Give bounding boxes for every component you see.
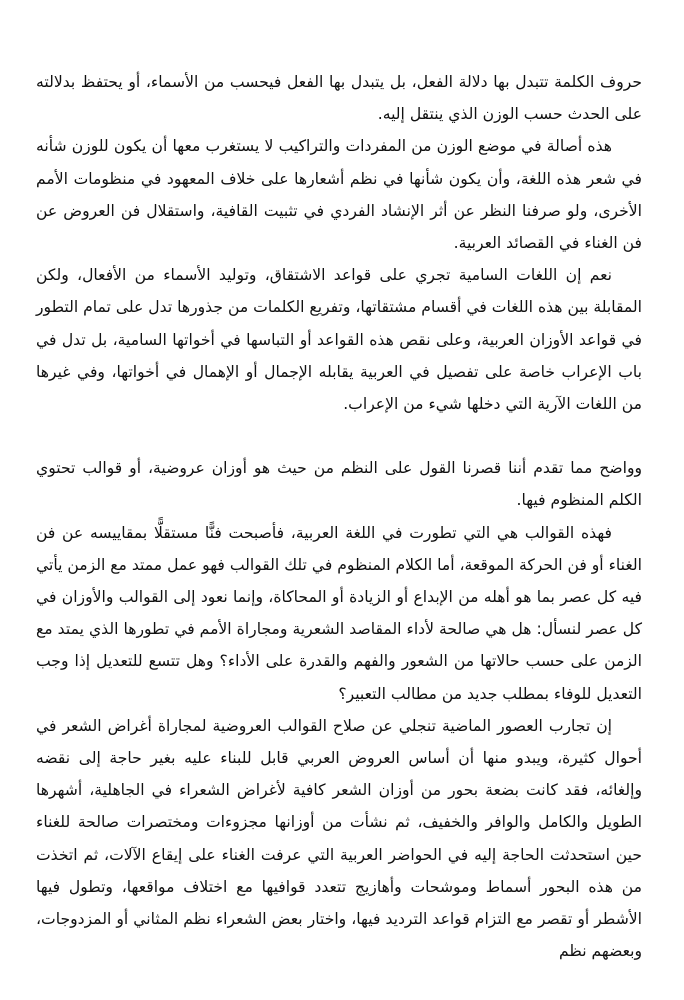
section-gap [36,420,642,452]
paragraph-weight-originality: هذه أصالة في موضع الوزن من المفردات والتراكيب لا يستغرب معها أن يكون للوزن شأنه في شعر هذه اللغة، وأن يكون شأنها في نظم أشعارها على خلاف المعهود في منظومات الأمم الأخرى، ولو صرفنا النظر عن أثر الإنشاد الفردي في تثبيت القافية، واستقلال فن العروض عن فن الغناء في القصائد العربية. [36,137,642,253]
paragraph-templates-evolution: فهذه القوالب هي التي تطورت في اللغة العربية، فأصبحت فنًّا مستقلًّا بمقاييسه عن فن الغناء أو فن الحركة الموقعة، أما الكلام المنظوم في تلك القوالب فهو عمل ممتد مع الزمن يأتي فيه كل عصر بما هو أهله من الإبداع أو الزيادة أو المحاكاة، وإنما نعود إلى القوالب والأوزان في كل عصر لنسأل: هل هي صالحة لأداء المقاصد الشعرية ومجاراة الأمم في تطورها الذي يمتد مع الزمن على حسب حالاتها من الشعور والفهم والقدرة على الأداء؟ وهل تتسع للتعديل إذا وجب التعديل للوفاء بمطلب جديد من مطالب التعبير؟ [36,523,642,703]
paragraph-semitic-languages: نعم إن اللغات السامية تجري على قواعد الاشتقاق، وتوليد الأسماء من الأفعال، ولكن المقابلة بين هذه اللغات في أقسام مشتقاتها، وتفريع الكلمات من جذورها تدل على تمام التطور في قواعد الأوزان العربية، وعلى نقص هذه القواعد أو التباسها في أخواتها السامية، بل تدل في باب الإعراب خاصة على تفصيل في العربية يقابله الإجمال أو الإهمال في أخواتها، وفي غيرها من اللغات الآرية التي دخلها شيء من الإعراب. [36,266,642,414]
paragraph-continuation: حروف الكلمة تتبدل بها دلالة الفعل، بل يتبدل بها الفعل فيحسب من الأسماء، أو يحتفظ بدلالته على الحدث حسب الوزن الذي ينتقل إليه. [36,73,642,124]
paragraph-past-experiences: إن تجارب العصور الماضية تنجلي عن صلاح القوالب العروضية لمجاراة أغراض الشعر في أحوال كثيرة، ويبدو منها أن أساس العروض العربي قابل للبناء عليه بغير حاجة إلى نقضه وإلغائه، فقد كانت بضعة بحور من أوزان الشعر كافية لأغراض الشعراء في الجاهلية، أشهرها الطويل والكامل والوافر والخفيف، ثم نشأت من أوزانها مجزوءات ومختصرات صالحة للغناء حين استحدثت الحاجة إليه في الحواضر العربية التي عرفت الغناء على إيقاع الآلات، ثم اتخذت من هذه البحور أسماط وموشحات وأهازيج تتعدد قوافيها مع اختلاف مواقعها، وتطول فيها الأشطر أو تقصر مع التزام قواعد الترديد فيها، واختار بعض الشعراء نظم المثاني أو المزدوجات، وبعضهم نظم [36,716,642,961]
paragraph-prosodic-templates: وواضح مما تقدم أننا قصرنا القول على النظم من حيث هو أوزان عروضية، أو قوالب تحتوي الكلم المنظوم فيها. [36,459,642,510]
document-page [36,66,642,967]
